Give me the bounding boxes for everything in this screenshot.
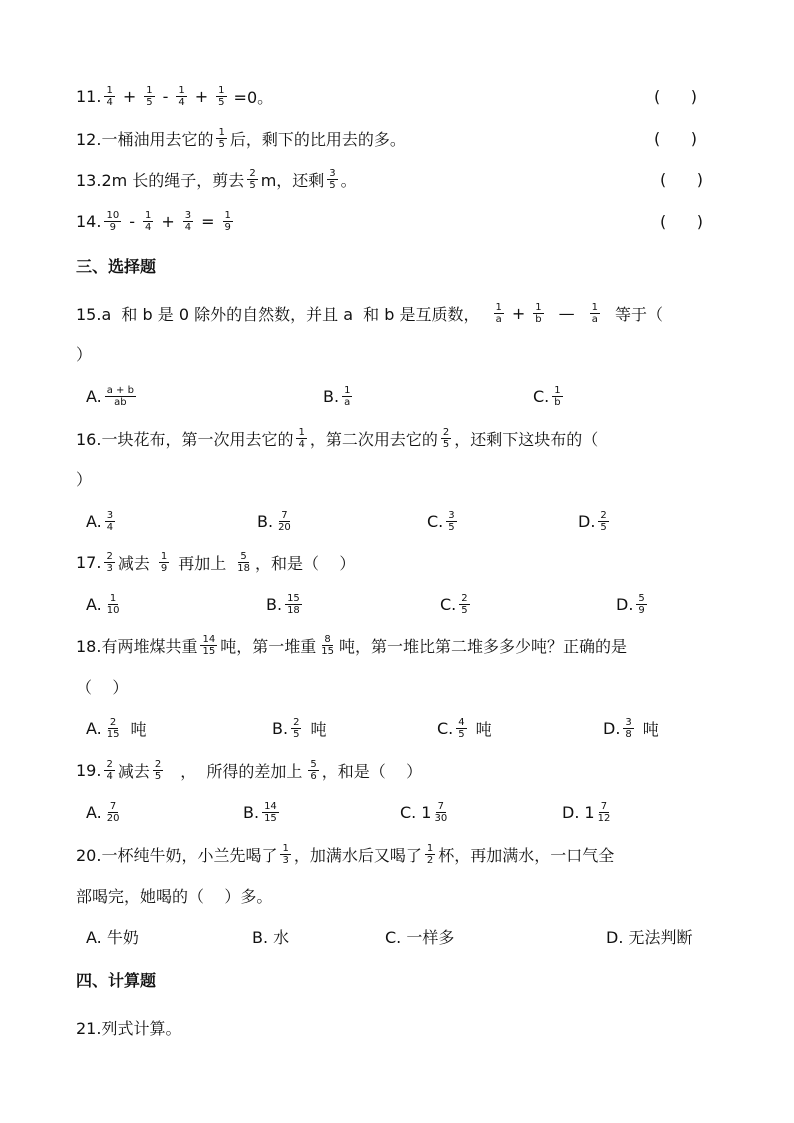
option-b[interactable]: B. 15 18 [266,592,300,616]
fraction: 1 a [591,301,599,325]
question-number: 11. [76,86,102,106]
fraction: 1 4 [178,84,185,108]
question-14: 14. 10 9 - 1 4 + $\frac{3}{4}$ = $\frac{1}{9}$ [76,209,231,233]
fraction: $\frac{1}{5}$ [218,84,225,108]
answer-blank[interactable]: ( ) [660,212,703,231]
fraction: 2 5 [154,758,162,782]
fraction: 1 4 [144,209,152,233]
option-d[interactable]: D. 1 7 12 [562,792,615,832]
fraction: 1 a [495,301,502,325]
fraction: $\frac{3}{4}$ [184,209,192,233]
question-16: 16.一块花布，第一次用去它的 1 4 ，第二次用去它的 2 5 ，还剩下这块布的（ [76,426,599,450]
fraction: $\frac{1}{b}$ [535,301,542,325]
mixed-number: 1 7 12 [584,800,611,824]
fraction: 1 2 [426,842,434,866]
plus-sign: + [122,86,137,106]
question-15: 15.a 和 b 是 0 除外的自然数，并且 a 和 b 是互质数， 1 a + $\frac{1}{b}$ — 1 a 等于（ [76,301,664,325]
question-18-close: （ ） [76,677,129,697]
question-20-line2: 部喝完，她喝的（ ）多。 [76,886,273,906]
option-b[interactable]: B. 7 20 [257,509,291,533]
option-d[interactable]: D. 2 5 [578,509,607,533]
fraction: 1 b [554,384,561,408]
fraction: 2 4 [106,758,113,782]
fraction: 2 5 [249,167,256,191]
option-a[interactable]: A. 牛奶 [86,927,139,947]
option-d[interactable]: D. 5 9 [616,592,645,616]
plus-sign: + [194,86,209,106]
section-heading-calc: 四、计算题 [76,971,157,990]
section-heading-choice: 三、选择题 [76,257,157,276]
question-12: 12.一桶油用去它的 1 5 后，剩下的比用去的多。 [76,126,406,150]
equals-sign: = [201,211,215,231]
option-b[interactable]: B. 2 5 吨 [272,716,327,740]
fraction: 4 5 [458,716,465,740]
option-d[interactable]: D. 3 8 吨 [603,716,659,740]
fraction: 2 5 [442,426,450,450]
fraction: 7 20 [106,800,120,824]
fraction: 10 9 [106,209,120,233]
fraction: 2 5 [600,509,607,533]
fraction: 3 4 [106,509,114,533]
fraction: 2 3 [106,550,113,574]
minus-sign: - [162,86,169,106]
fraction: 15 18 [287,592,300,616]
option-c[interactable]: C. 4 5 吨 [437,716,492,740]
option-b[interactable]: B. 水 [252,927,290,947]
fraction: $\frac{1}{9}$ [224,209,231,233]
option-a[interactable]: A. 1 10 [86,592,120,616]
option-b[interactable]: B. 1 a [323,384,351,408]
option-d[interactable]: D. 无法判断 [606,927,693,947]
fraction: 7 12 [597,800,611,824]
option-b[interactable]: B. 14 15 [243,800,277,824]
question-21: 21.列式计算。 [76,1018,182,1038]
fraction: $\frac{1}{5}$ [146,84,153,108]
question-16-close: ） [76,469,93,489]
fraction: 7 30 [434,800,448,824]
option-a[interactable]: A. a + b ab [86,384,134,408]
question-18: 18.有两堆煤共重 14 15 吨，第一堆重 8 15 吨，第一堆比第二堆多多少吨？正确的是 [76,633,627,657]
fraction: 2 5 [293,716,300,740]
option-a[interactable]: A. 3 4 [86,509,114,533]
fraction: 3 5 [329,167,336,191]
fraction: 1 9 [160,550,168,574]
fraction: 7 20 [278,509,291,533]
fraction: 5 9 [638,592,645,616]
fraction: 2 5 [461,592,468,616]
fraction: 1 4 [298,426,305,450]
option-c[interactable]: C. 一样多 [385,927,455,947]
fraction: 3 5 [448,509,455,533]
question-17: 17. 2 3 减去 1 9 再加上 5 18 ，和是（ ） [76,550,356,574]
fraction: 2 15 [106,716,120,740]
fraction: 14 15 [202,633,216,657]
option-c[interactable]: C. 2 5 [440,592,468,616]
fraction: 1 a [344,384,351,408]
minus-sign: — [558,303,575,323]
fraction: 1 3 [282,842,289,866]
answer-blank[interactable]: ( ) [660,170,703,189]
question-19: 19. 2 4 减去 2 5 ， 所得的差加上 5 6 ，和是（ ） [76,758,423,782]
question-13: 13.2m 长的绳子，剪去 2 5 m，还剩 3 5 。 [76,167,357,191]
mixed-number: 1 7 30 [421,800,448,824]
fraction: 1 4 [106,84,113,108]
option-c[interactable]: C. 1 b [533,384,561,408]
plus-sign: + [511,303,526,323]
answer-blank[interactable]: ( ) [654,129,697,148]
option-c[interactable]: C. 1 7 30 [400,792,452,832]
question-11: 11. 1 4 + $\frac{1}{5}$ - 1 4 + $\frac{1}{5}$ =0。 [76,84,274,108]
fraction: 14 15 [264,800,277,824]
minus-sign: - [129,211,135,231]
fraction: a + b ab [106,384,134,408]
plus-sign: + [161,211,175,231]
question-15-close: ） [76,344,93,364]
fraction: 8 15 [321,633,334,657]
answer-blank[interactable]: ( ) [654,87,697,106]
fraction: 1 10 [106,592,120,616]
question-20: 20.一杯纯牛奶，小兰先喝了 1 3 ，加满水后又喝了 1 2 杯，再加满水，一口气全 [76,842,615,866]
option-a[interactable]: A. 7 20 [86,800,120,824]
option-c[interactable]: C. 3 5 [427,509,455,533]
fraction: 5 6 [310,758,317,782]
fraction: 1 5 [218,126,225,150]
fraction: 3 8 [625,716,632,740]
fraction: 5 18 [237,550,250,574]
option-a[interactable]: A. 2 15 吨 [86,716,147,740]
